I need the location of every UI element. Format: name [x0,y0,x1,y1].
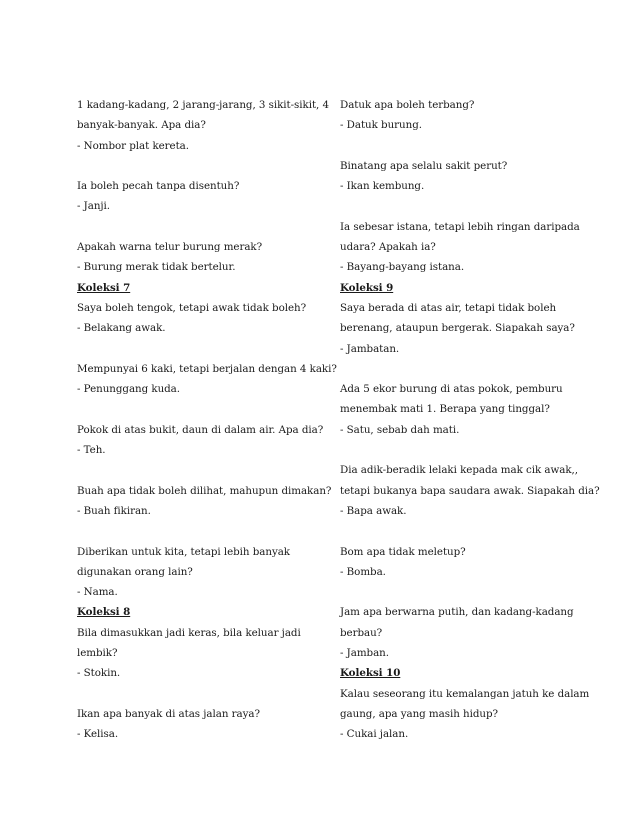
section-heading: Koleksi 9 [340,281,394,294]
text-line: 1 kadang-kadang, 2 jarang-jarang, 3 sikit-sikit, 4 [77,99,329,111]
section-heading: Koleksi 8 [77,606,131,619]
text-line: Saya berada di atas air, tetapi tidak boleh [340,301,557,314]
text-line: - Teh. [77,444,106,457]
text-line: Kalau seseorang itu kemalangan jatuh ke dalam [340,687,590,700]
text-line: - Bayang-bayang istana. [340,261,465,274]
text-line: berbau? [340,626,383,639]
text-line: Binatang apa selalu sakit perut? [340,159,508,172]
blank-line [77,217,322,237]
text-line: Ada 5 ekor burung di atas pokok, pemburu [340,383,563,396]
blank-line [340,136,585,156]
blank-line [340,521,585,541]
blank-line [77,460,322,480]
blank-line [77,684,322,704]
text-line: Jam apa berwarna putih, dan kadang-kadang [340,606,574,619]
text-line: digunakan orang lain? [77,565,193,578]
text-line: - Belakang awak. [77,322,166,335]
text-line: - Datuk burung. [340,119,422,132]
text-line: - Kelisa. [77,728,119,741]
text-line: Ia sebesar istana, tetapi lebih ringan daripada [340,220,580,233]
text-line: Datuk apa boleh terbang? [340,99,475,111]
text-line: Bila dimasukkan jadi keras, bila keluar jadi [77,626,301,639]
blank-line [340,196,585,216]
text-line: - Nombor plat kereta. [77,139,189,152]
text-line: banyak-banyak. Apa dia? [77,119,206,132]
text-line: gaung, apa yang masih hidup? [340,707,498,720]
text-line: Pokok di atas bukit, daun di dalam air. Apa dia? [77,423,324,436]
blank-line [340,359,585,379]
text-line: - Cukai jalan. [340,728,409,741]
right-column [340,95,600,745]
text-line: Apakah warna telur burung merak? [77,241,263,254]
text-line: - Buah fikiran. [77,504,151,517]
section-heading: Koleksi 10 [340,667,401,680]
blank-line [340,440,585,460]
blank-line [77,399,322,419]
section-heading: Koleksi 7 [77,281,131,294]
text-line: - Stokin. [77,667,121,680]
text-line: Saya boleh tengok, tetapi awak tidak boleh? [77,301,307,314]
text-line: - Penunggang kuda. [77,383,180,396]
text-line: udara? Apakah ia? [340,241,436,254]
text-line: - Jamban. [340,647,389,660]
text-line: - Satu, sebab dah mati. [340,423,460,436]
text-line: Diberikan untuk kita, tetapi lebih banyak [77,545,290,558]
left-column [77,95,337,745]
text-line: Buah apa tidak boleh dilihat, mahupun dimakan? [77,484,332,497]
text-line: Ikan apa banyak di atas jalan raya? [77,707,260,720]
text-line: - Janji. [77,200,111,213]
text-line: Bom apa tidak meletup? [340,545,466,558]
text-line: Dia adik-beradik lelaki kepada mak cik awak,, [340,464,578,477]
blank-line [77,521,322,541]
text-line: - Bapa awak. [340,504,407,517]
text-line: - Nama. [77,586,118,599]
blank-line [77,156,322,176]
text-line: berenang, ataupun bergerak. Siapakah saya? [340,322,575,335]
text-line: menembak mati 1. Berapa yang tinggal? [340,403,550,416]
text-line: tetapi bukanya bapa saudara awak. Siapakah dia? [340,484,600,497]
text-line: - Ikan kembung. [340,180,425,193]
text-line: - Burung merak tidak bertelur. [77,261,236,274]
blank-line [340,582,585,602]
text-line: lembik? [77,647,118,660]
blank-line [77,339,322,359]
text-line: Mempunyai 6 kaki, tetapi berjalan dengan 4 kaki? [77,362,337,375]
text-line: Ia boleh pecah tanpa disentuh? [77,180,240,193]
text-line: - Jambatan. [340,342,400,355]
text-line: - Bomba. [340,565,386,578]
